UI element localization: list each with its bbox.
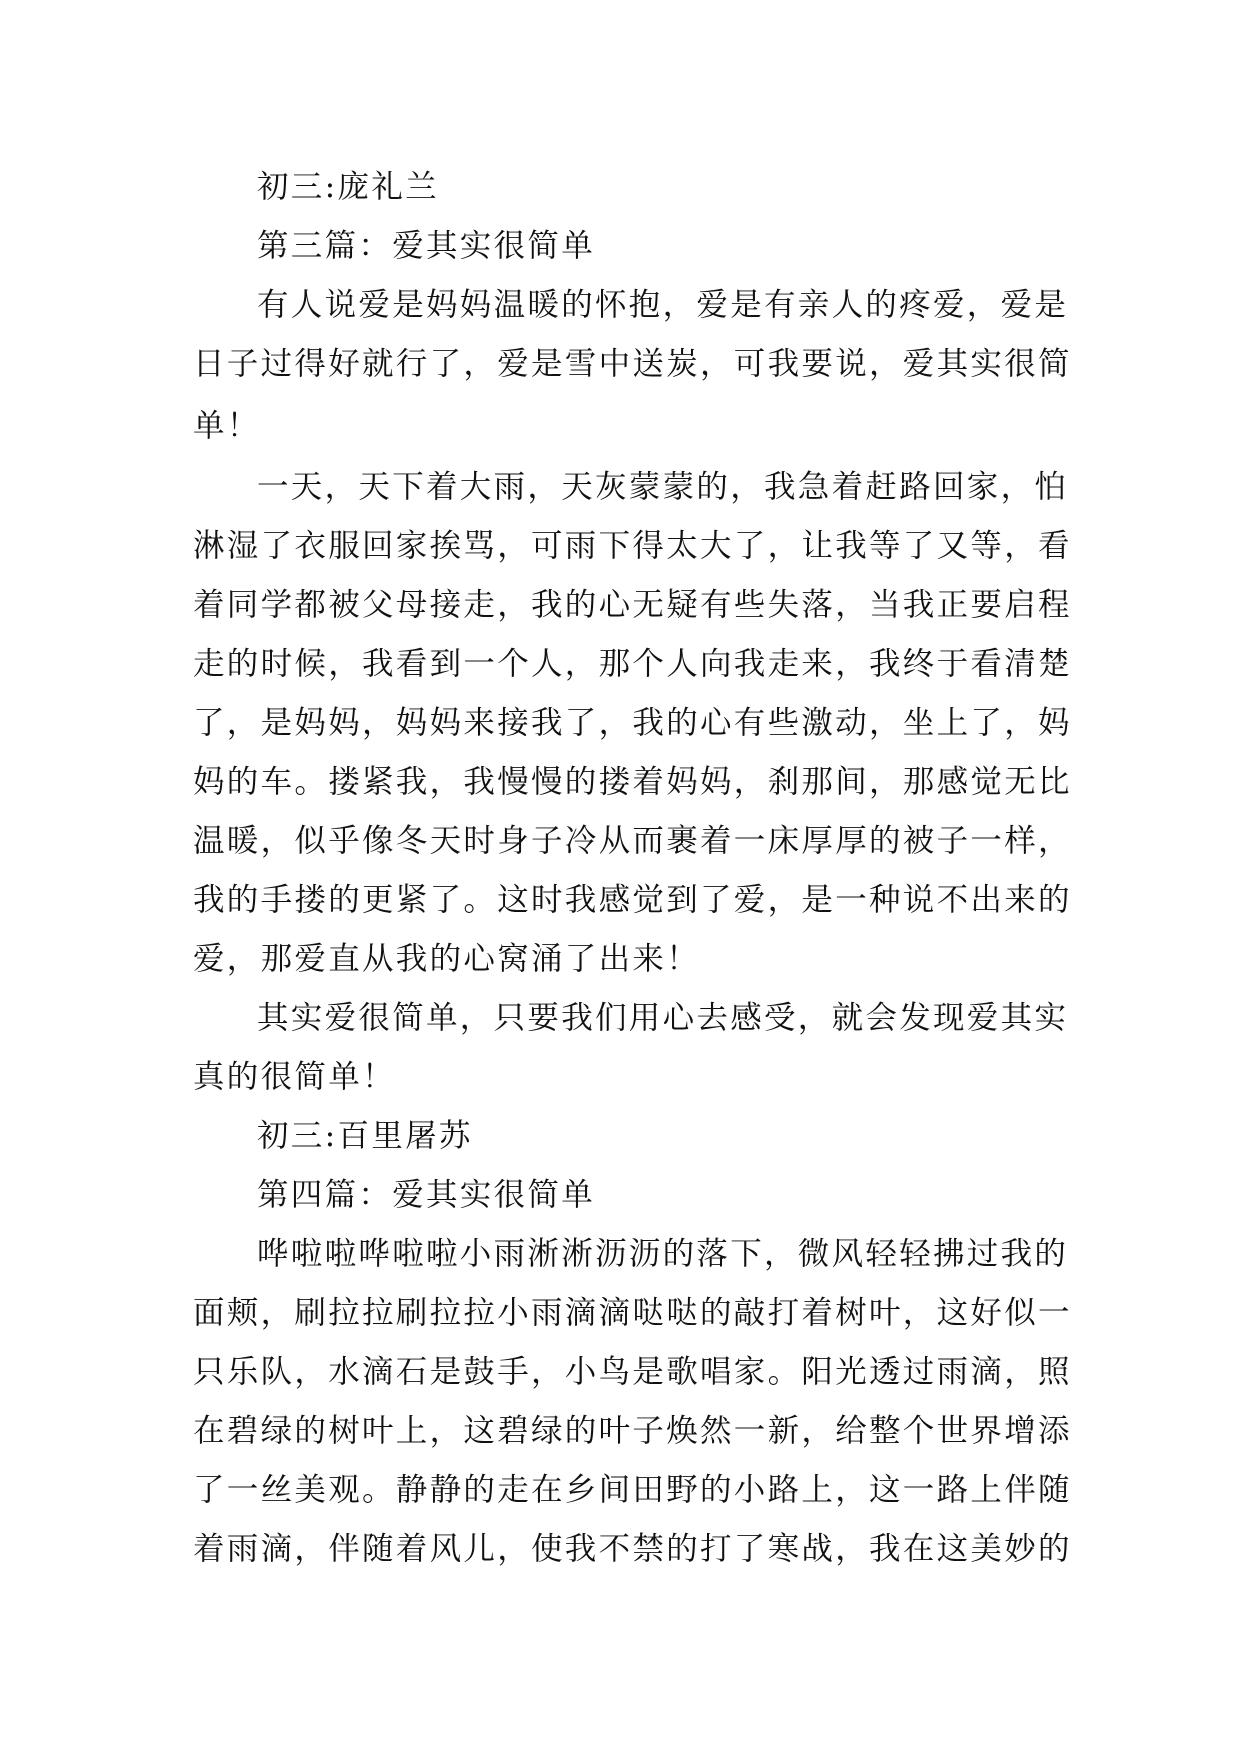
author-line: 初三:庞礼兰 xyxy=(257,169,439,205)
text-line: 日子过得好就行了，爱是雪中送炭，可我要说，爱其实很简 xyxy=(193,346,1072,382)
text-line: 我的手搂的更紧了。这时我感觉到了爱，是一种说不出来的 xyxy=(193,882,1072,918)
text-line: 在碧绿的树叶上，这碧绿的叶子焕然一新，给整个世界增添 xyxy=(193,1413,1072,1449)
paragraph xyxy=(193,276,1072,458)
text-line: 只乐队，水滴石是鼓手，小鸟是歌唱家。阳光透过雨滴，照 xyxy=(193,1354,1072,1390)
text-line: 着雨滴，伴随着风儿，使我不禁的打了寒战，我在这美妙的 xyxy=(193,1531,1072,1567)
text-line: 走的时候，我看到一个人，那个人向我走来，我终于看清楚 xyxy=(193,646,1072,682)
essay-title: 第三篇：爱其实很简单 xyxy=(257,228,596,264)
text-line: 一天，天下着大雨，天灰蒙蒙的，我急着赶路回家，怕 xyxy=(257,469,1069,505)
text-line: 面颊，刷拉拉刷拉拉小雨滴滴哒哒的敲打着树叶，这好似一 xyxy=(193,1295,1072,1331)
text-line: 了一丝美观。静静的走在乡间田野的小路上，这一路上伴随 xyxy=(193,1472,1072,1508)
text-line: 其实爱很简单，只要我们用心去感受，就会发现爱其实 xyxy=(257,1000,1069,1036)
text-line: 爱，那爱直从我的心窝涌了出来！ xyxy=(193,941,701,977)
text-line: 了，是妈妈，妈妈来接我了，我的心有些激动，坐上了，妈 xyxy=(193,705,1072,741)
paragraph xyxy=(193,458,1072,989)
document-body xyxy=(193,158,1072,1579)
text-line: 温暖，似乎像冬天时身子冷从而裹着一床厚厚的被子一样， xyxy=(193,823,1072,859)
text-line: 淋湿了衣服回家挨骂，可雨下得太大了，让我等了又等，看 xyxy=(193,528,1072,564)
text-line: 单！ xyxy=(193,408,261,444)
paragraph xyxy=(193,989,1069,1107)
text-line: 真的很简单！ xyxy=(193,1059,396,1095)
text-line: 有人说爱是妈妈温暖的怀抱，爱是有亲人的疼爱，爱是 xyxy=(257,287,1069,323)
paragraph xyxy=(193,1225,1072,1579)
text-line: 着同学都被父母接走，我的心无疑有些失落，当我正要启程 xyxy=(193,587,1072,623)
text-line: 哗啦啦哗啦啦小雨淅淅沥沥的落下，微风轻轻拂过我的 xyxy=(257,1236,1069,1272)
author-line: 初三:百里屠苏 xyxy=(257,1118,473,1154)
text-line: 妈的车。搂紧我，我慢慢的搂着妈妈，刹那间，那感觉无比 xyxy=(193,764,1072,800)
essay-title: 第四篇：爱其实很简单 xyxy=(257,1177,596,1213)
